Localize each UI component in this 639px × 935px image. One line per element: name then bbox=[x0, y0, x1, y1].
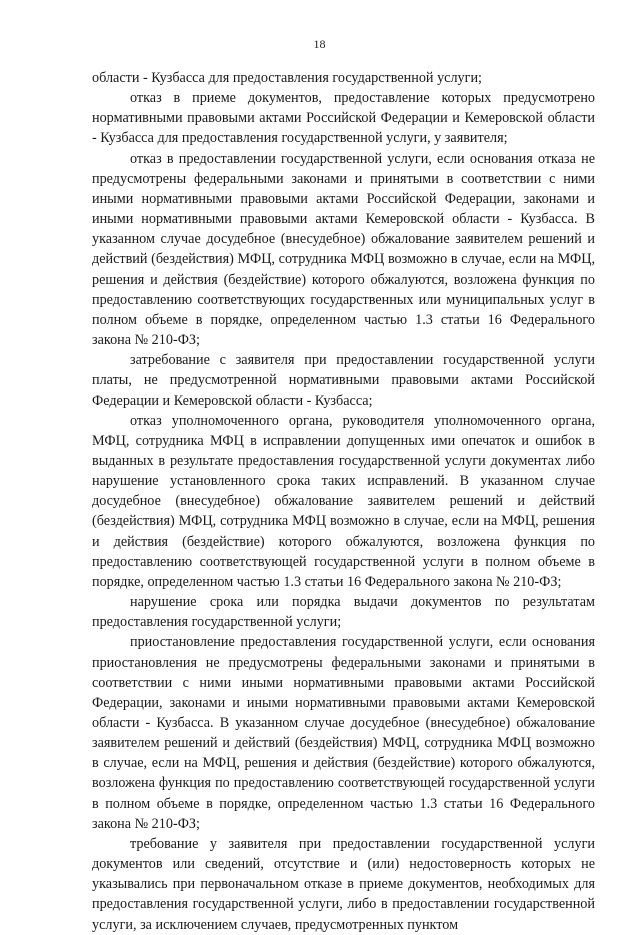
paragraph: приостановление предоставления государственной услуги, если основания приостановления не предусмотрены федеральными законами и принятыми в соответствии с ними иными нормативными правовыми актами Российской Федерации, законами и иными нормативными правовыми актами Кемеровской области - Кузбасса. В указанном случае досудебное (внесудебное) обжалование заявителем решений и действий (бездействия) МФЦ, сотрудника МФЦ возможно в случае, если на МФЦ, решения и действия (бездействие) которого обжалуются, возложена функция по предоставлению соответствующей государственной услуги в полном объеме в порядке, определенном частью 1.3 статьи 16 Федерального закона № 210-ФЗ; bbox=[92, 634, 595, 832]
paragraph: нарушение срока или порядка выдачи документов по результатам предоставления государственной услуги; bbox=[92, 594, 595, 631]
page-number: 18 bbox=[313, 37, 326, 51]
paragraph: отказ в предоставлении государственной услуги, если основания отказа не предусмотрены федеральными законами и принятыми в соответствии с ними иными нормативными правовыми актами Российской Федерации, законами и иными нормативными правовыми актами Кемеровской области - Кузбасса. В указанном случае досудебное (внесудебное) обжалование заявителем решений и действий (бездействия) МФЦ, сотрудника МФЦ возможно в случае, если на МФЦ, решения и действия (бездействие) которого обжалуются, возложена функция по предоставлению соответствующих государственных или муниципальных услуг в полном объеме в порядке, определенном частью 1.3 статьи 16 Федерального закона № 210-ФЗ; bbox=[92, 150, 595, 349]
paragraph: области - Кузбасса для предоставления государственной услуги; bbox=[92, 70, 482, 86]
document-body bbox=[92, 68, 595, 935]
paragraph: отказ уполномоченного органа, руководителя уполномоченного органа, МФЦ, сотрудника МФЦ в исправлении допущенных ими опечаток и ошибок в выданных в результате предоставления государственной услуги документах либо нарушение установленного срока таких исправлений. В указанном случае досудебное (внесудебное) обжалование заявителем решений и действий (бездействия) МФЦ, сотрудника МФЦ возможно в случае, если на МФЦ, решения и действия (бездействие) которого обжалуются, возложена функция по предоставлению соответствующей государственной услуги в полном объеме в порядке, определенном частью 1.3 статьи 16 Федерального закона № 210-ФЗ; bbox=[92, 412, 595, 590]
paragraph: отказ в приеме документов, предоставление которых предусмотрено нормативными правовыми актами Российской Федерации и Кемеровской области - Кузбасса для предоставления государственной услуги, у заявителя; bbox=[92, 90, 595, 147]
paragraph: затребование с заявителя при предоставлении государственной услуги платы, не предусмотренной нормативными правовыми актами Российской Федерации и Кемеровской области - Кузбасса; bbox=[92, 352, 595, 409]
paragraph: требование у заявителя при предоставлении государственной услуги документов или сведений, отсутствие и (или) недостоверность которых не указывались при первоначальном отказе в приеме документов, необходимых для предоставления государственной услуги, либо в предоставлении государственной услуги, за исключением случаев, предусмотренных пунктом bbox=[92, 835, 595, 933]
